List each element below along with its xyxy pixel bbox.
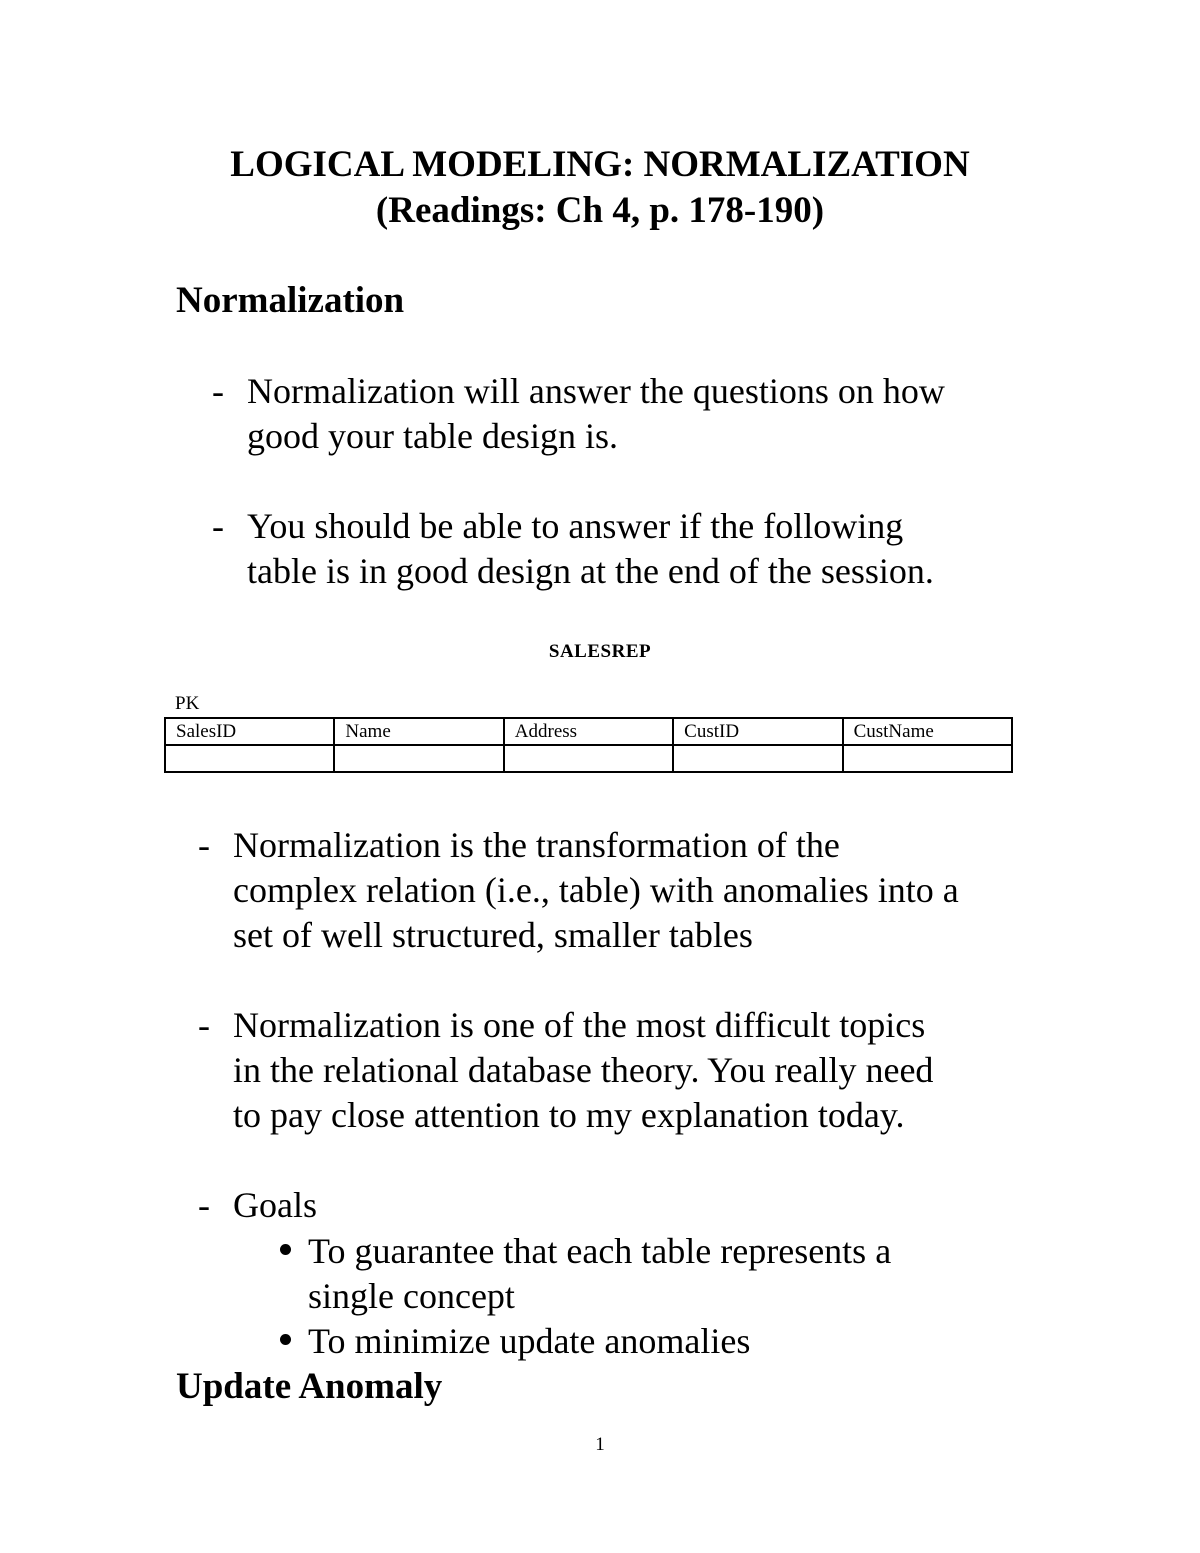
section-heading-normalization: Normalization — [176, 280, 405, 321]
goals-label: Goals — [233, 1185, 317, 1225]
empty-cell — [165, 745, 334, 772]
intro-bullet-1-line-2: good your table design is. — [247, 416, 618, 456]
dash-marker: - — [198, 1185, 210, 1225]
table-header-row — [165, 718, 1012, 745]
pk-label: PK — [175, 693, 200, 714]
column-header-address: Address — [504, 718, 673, 745]
goal-1-line-1: To guarantee that each table represents a — [308, 1231, 892, 1271]
bullet-dot-icon — [280, 1334, 291, 1345]
goal-2-line-1: To minimize update anomalies — [308, 1321, 751, 1361]
column-header-custname: CustName — [843, 718, 1012, 745]
page-number: 1 — [595, 1434, 605, 1455]
section-heading-update-anomaly: Update Anomaly — [176, 1366, 443, 1407]
intro-bullet-2-line-1: You should be able to answer if the following — [247, 506, 904, 546]
bullet-difficult-line-1: Normalization is one of the most difficult topics — [233, 1005, 926, 1045]
bullet-transformation-line-3: set of well structured, smaller tables — [233, 915, 753, 955]
bullet-transformation-line-2: complex relation (i.e., table) with anomalies into a — [233, 870, 959, 910]
document-title: LOGICAL MODELING: NORMALIZATION — [230, 144, 970, 185]
column-header-salesid: SalesID — [165, 718, 334, 745]
column-header-custid: CustID — [673, 718, 842, 745]
empty-cell — [504, 745, 673, 772]
dash-marker: - — [198, 825, 210, 865]
bullet-transformation-line-1: Normalization is the transformation of the — [233, 825, 840, 865]
goal-1-line-2: single concept — [308, 1276, 515, 1316]
empty-cell — [334, 745, 503, 772]
column-header-name: Name — [334, 718, 503, 745]
readings-subtitle: (Readings: Ch 4, p. 178-190) — [375, 190, 825, 231]
dash-marker: - — [212, 506, 224, 546]
empty-cell — [843, 745, 1012, 772]
bullet-dot-icon — [280, 1244, 291, 1255]
table-caption: SALESREP — [548, 641, 652, 662]
dash-marker: - — [212, 371, 224, 411]
dash-marker: - — [198, 1005, 210, 1045]
table-empty-row — [165, 745, 1012, 772]
bullet-difficult-line-2: in the relational database theory. You really need — [233, 1050, 934, 1090]
bullet-difficult-line-3: to pay close attention to my explanation today. — [233, 1095, 905, 1135]
empty-cell — [673, 745, 842, 772]
intro-bullet-2-line-2: table is in good design at the end of the session. — [247, 551, 934, 591]
intro-bullet-1-line-1: Normalization will answer the questions on how — [247, 371, 945, 411]
salesrep-table — [164, 717, 1013, 773]
